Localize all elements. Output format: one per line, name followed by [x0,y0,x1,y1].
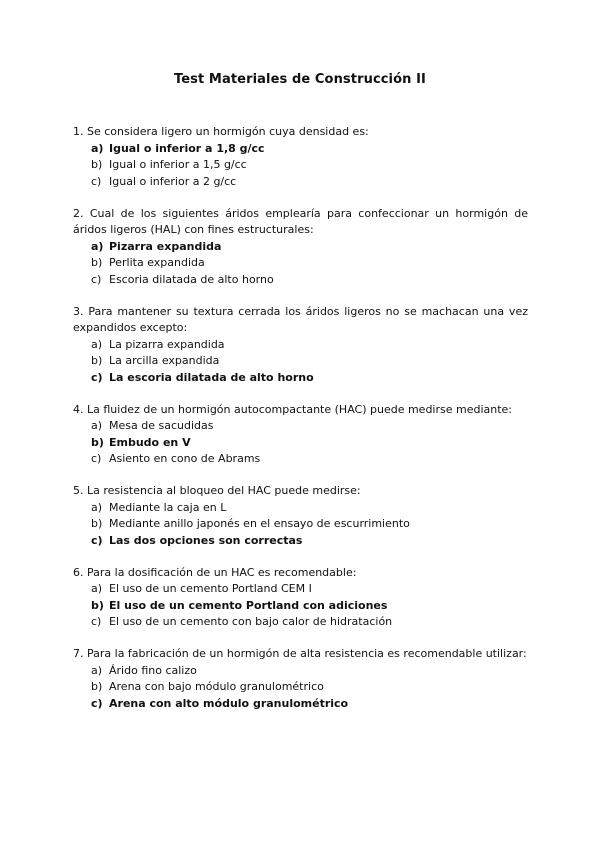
option-c [73,614,528,631]
option-text: El uso de un cemento con bajo calor de hidratación [109,615,393,628]
option-text: Asiento en cono de Abrams [109,452,261,465]
option-letter: a) [91,582,103,595]
question-list [73,124,528,728]
option-text: Perlita expandida [109,256,205,269]
option-text: Árido fino calizo [109,663,197,677]
option-letter: c) [91,615,102,628]
option-text: El uso de un cemento Portland CEM I [109,582,312,595]
option-text: Las dos opciones son correctas [109,533,303,547]
option-letter: c) [91,370,103,384]
option-text: Igual o inferior a 1,8 g/cc [109,141,265,155]
option-b [73,598,528,615]
option-text: La arcilla expandida [109,354,220,367]
question-text: 3. Para mantener su textura cerrada los áridos ligeros no se machacan una vez expandidos excepto: [73,304,528,334]
option-text: La pizarra expandida [109,337,225,351]
option-text: Arena con bajo módulo granulométrico [109,680,324,693]
option-b [73,679,528,696]
question-text: 2. Cual de los siguientes áridos emplearía para confeccionar un hormigón de áridos ligeros (HAL) con fines estructurales: [73,206,528,236]
option-letter: c) [91,272,102,286]
option-b [73,353,528,370]
option-list [73,239,528,289]
option-letter: a) [91,500,103,514]
option-letter: b) [91,158,103,171]
option-letter: a) [91,337,103,351]
option-text: Pizarra expandida [109,239,222,253]
option-a [73,581,528,598]
option-letter: b) [91,435,104,449]
option-letter: a) [91,419,103,432]
option-text: Igual o inferior a 2 g/cc [109,174,237,188]
option-a [73,500,528,517]
question-text: 4. La fluidez de un hormigón autocompactante (HAC) puede medirse mediante: [73,402,513,416]
option-letter: b) [91,598,104,612]
option-letter: b) [91,680,103,693]
option-a [73,337,528,354]
option-c [73,451,528,468]
option-a [73,239,528,256]
question-3 [73,304,528,387]
option-b [73,516,528,533]
question-text: 1. Se considera ligero un hormigón cuya densidad es: [73,125,369,138]
question-5 [73,483,528,549]
option-letter: a) [91,663,103,677]
option-text: Embudo en V [109,435,191,449]
option-list [73,581,528,631]
option-list [73,418,528,468]
option-a [73,418,528,435]
option-text: Mediante anillo japonés en el ensayo de escurrimiento [109,517,410,530]
option-text: El uso de un cemento Portland con adiciones [109,598,388,612]
option-letter: c) [91,533,103,547]
option-letter: c) [91,452,102,465]
option-text: Arena con alto módulo granulométrico [109,696,349,710]
page-title: Test Materiales de Construcción II [174,72,426,87]
option-letter: c) [91,696,103,710]
option-list [73,141,528,191]
question-text: 5. La resistencia al bloqueo del HAC puede medirse: [73,484,361,497]
option-letter: c) [91,174,102,188]
option-a [73,141,528,158]
question-7 [73,646,528,712]
option-c [73,696,528,713]
option-b [73,435,528,452]
question-text: 6. Para la dosificación de un HAC es recomendable: [73,565,357,579]
option-c [73,370,528,387]
option-text: Mesa de sacudidas [109,419,214,432]
option-b [73,255,528,272]
option-a [73,663,528,680]
question-6 [73,565,528,631]
option-c [73,272,528,289]
question-text: 7. Para la fabricación de un hormigón de alta resistencia es recomendable utilizar: [73,647,527,660]
option-letter: a) [91,239,104,253]
question-2 [73,206,528,289]
option-b [73,157,528,174]
option-c [73,174,528,191]
option-letter: b) [91,256,103,269]
option-letter: b) [91,354,103,367]
question-4 [73,402,528,468]
option-list [73,337,528,387]
option-text: Igual o inferior a 1,5 g/cc [109,158,247,171]
option-text: Mediante la caja en L [109,500,227,514]
option-text: Escoria dilatada de alto horno [109,272,274,286]
option-text: La escoria dilatada de alto horno [109,370,314,384]
option-c [73,533,528,550]
option-letter: a) [91,141,104,155]
option-list [73,500,528,550]
question-1 [73,124,528,190]
option-letter: b) [91,517,103,530]
option-list [73,663,528,713]
